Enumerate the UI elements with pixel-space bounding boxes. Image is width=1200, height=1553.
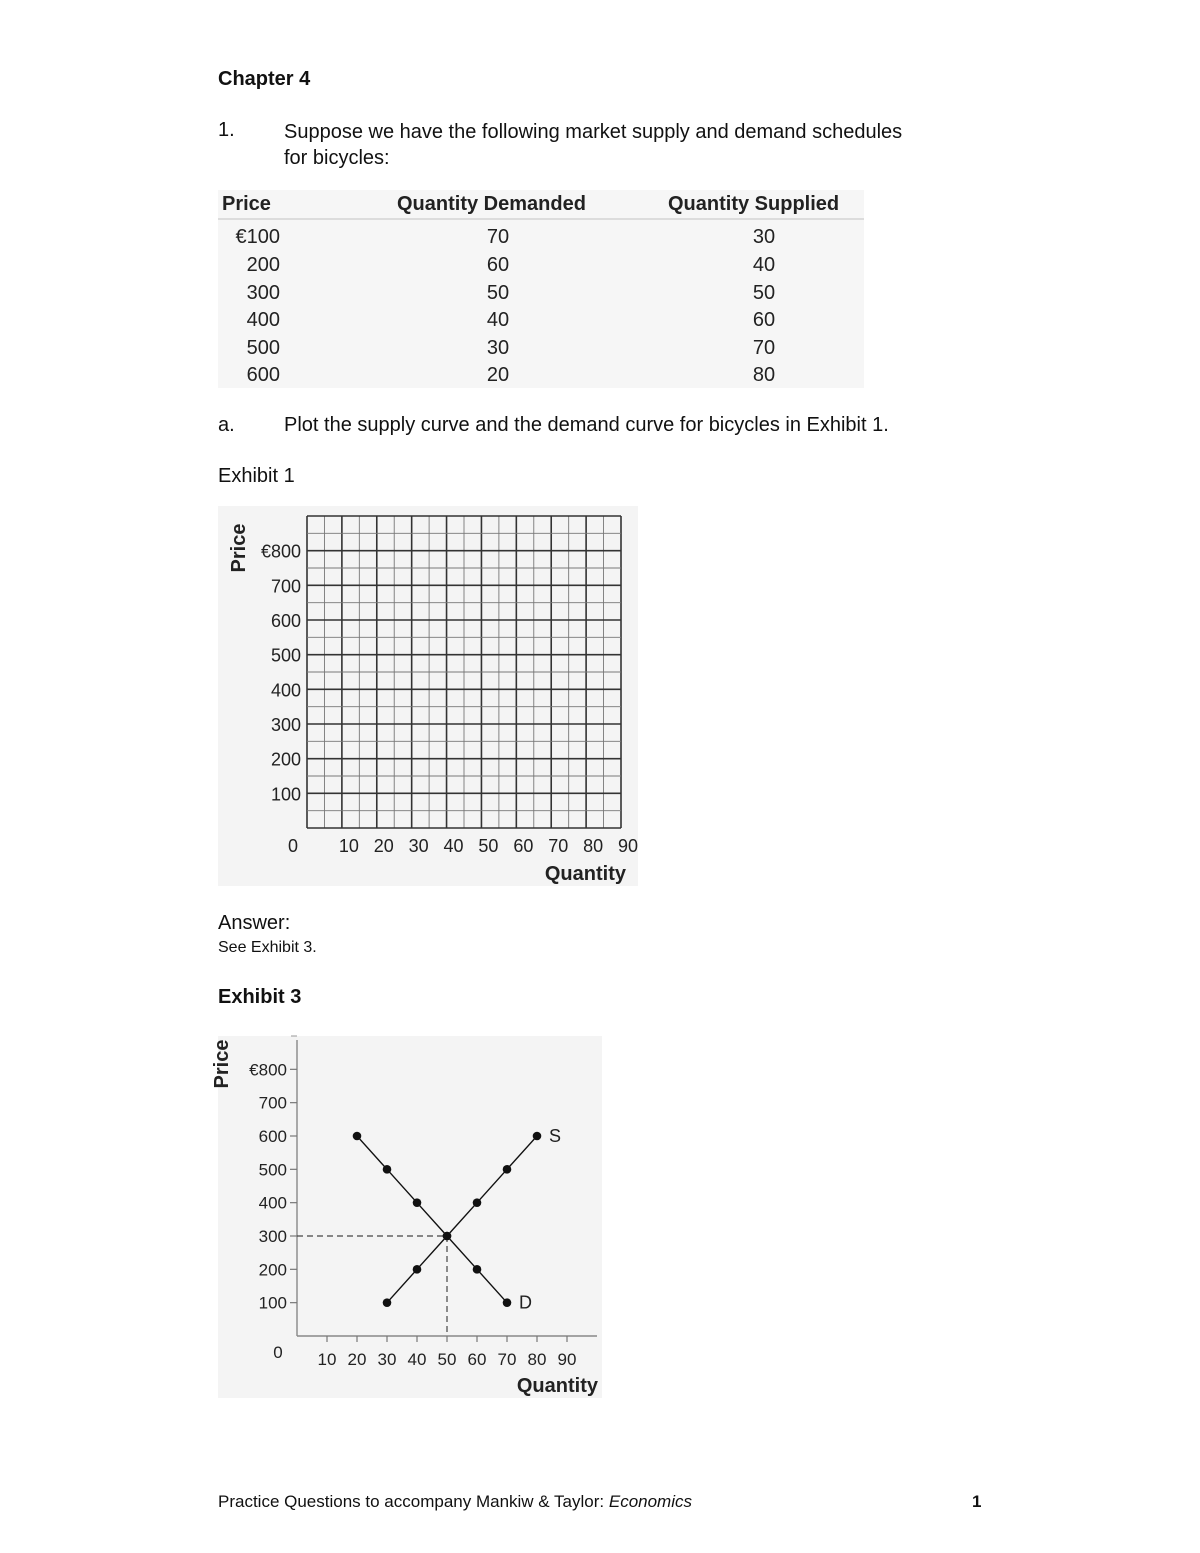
table-cell-qd: 50 [486, 282, 510, 304]
y-tick-label: 600 [270, 611, 301, 631]
demand-point [503, 1298, 512, 1307]
table-header-qs: Quantity Supplied [668, 193, 840, 215]
supply-point [413, 1265, 422, 1274]
y-tick-label: 400 [258, 1193, 287, 1213]
answer-text: See Exhibit 3. [218, 939, 317, 956]
supply-point [503, 1165, 512, 1174]
y-tick-label: 200 [258, 1260, 287, 1280]
exhibit3-ylabel: Price [211, 1039, 233, 1089]
part-a-text: Plot the supply curve and the demand curve for bicycles in Exhibit 1. [284, 414, 889, 436]
supply-point [473, 1198, 482, 1207]
table-cell-price: €100 [235, 226, 280, 248]
supply-point [383, 1298, 392, 1307]
table-cell-qd: 70 [486, 226, 510, 248]
table-cell-qd: 20 [486, 364, 510, 386]
x-tick-label: 30 [377, 1350, 397, 1369]
demand-point [383, 1165, 392, 1174]
footer-text-italic: Economics [608, 1492, 692, 1511]
y-tick-label: €800 [260, 541, 301, 562]
table-cell-price: 400 [246, 309, 280, 331]
footer-text-prefix: Practice Questions to accompany Mankiw & Taylor: [218, 1492, 609, 1511]
schedule-table [218, 190, 864, 388]
chapter-title: Chapter 4 [218, 68, 311, 90]
x-tick-label: 20 [373, 836, 394, 856]
y-tick-label: 300 [258, 1227, 287, 1246]
demand-point [353, 1132, 362, 1141]
x-tick-label: 10 [317, 1350, 337, 1369]
y-tick-label: 600 [258, 1127, 287, 1146]
page-number: 1 [972, 1492, 982, 1511]
exhibit3-xlabel: Quantity [516, 1375, 598, 1397]
y-tick-label: 700 [258, 1093, 287, 1113]
supply-point [533, 1132, 542, 1141]
exhibit3-title: Exhibit 3 [218, 986, 302, 1008]
y-tick-label: 700 [270, 576, 301, 597]
x-tick-label: 30 [408, 836, 429, 856]
x-tick-label: 50 [437, 1350, 457, 1369]
table-cell-qd: 30 [486, 337, 510, 359]
y-tick-label: 200 [270, 749, 301, 770]
exhibit1-xlabel: Quantity [544, 863, 626, 885]
demand-point [473, 1265, 482, 1274]
exhibit3-chart [211, 1036, 602, 1398]
y-tick-label: 300 [270, 715, 301, 735]
x-tick-label: 20 [347, 1350, 367, 1369]
x-tick-label: 60 [513, 836, 534, 856]
table-header-rule [218, 218, 864, 220]
answer-label: Answer: [218, 912, 291, 934]
x-tick-label: 10 [338, 836, 359, 856]
x-tick-label: 80 [583, 836, 604, 856]
table-cell-qd: 60 [486, 254, 510, 276]
footer-text [218, 1492, 692, 1512]
y-tick-label: €800 [249, 1060, 287, 1080]
table-cell-qs: 30 [752, 226, 776, 248]
x-tick-label: 40 [407, 1350, 427, 1369]
supply-label: S [549, 1126, 562, 1146]
y-tick-label: 500 [258, 1160, 287, 1180]
exhibit3-origin-label: 0 [273, 1343, 283, 1362]
table-cell-price: 200 [246, 254, 280, 276]
question-text [284, 119, 902, 171]
table-cell-qs: 70 [752, 337, 776, 359]
x-tick-label: 40 [443, 836, 464, 856]
table-cell-qd: 40 [486, 309, 510, 331]
x-tick-label: 90 [617, 836, 639, 856]
table-cell-qs: 40 [752, 254, 776, 276]
exhibit1-title: Exhibit 1 [218, 465, 295, 487]
table-cell-price: 300 [246, 282, 280, 304]
table-cell-price: 500 [246, 337, 280, 359]
table-cell-price: 600 [246, 364, 280, 386]
part-a-label: a. [218, 414, 235, 436]
table-cell-qs: 80 [752, 364, 776, 386]
x-tick-label: 80 [527, 1350, 547, 1369]
x-tick-label: 60 [467, 1350, 487, 1369]
x-tick-label: 0 [287, 836, 299, 856]
y-tick-label: 500 [270, 645, 301, 666]
x-tick-label: 90 [557, 1350, 577, 1369]
table-header-price: Price [222, 193, 271, 215]
x-tick-label: 50 [478, 836, 499, 856]
table-cell-qs: 60 [752, 309, 776, 331]
y-tick-label: 400 [270, 680, 301, 701]
question-number: 1. [218, 119, 235, 141]
demand-point [413, 1198, 422, 1207]
exhibit1-chart [218, 506, 638, 886]
demand-point [443, 1232, 452, 1241]
y-tick-label: 100 [258, 1293, 287, 1313]
table-header-qd: Quantity Demanded [397, 193, 586, 215]
question-text-line2: for bicycles: [284, 147, 390, 169]
table-cell-qs: 50 [752, 282, 776, 304]
y-tick-label: 100 [270, 784, 301, 805]
x-tick-label: 70 [497, 1350, 517, 1369]
demand-label: D [519, 1292, 532, 1313]
question-text-line1: Suppose we have the following market supply and demand schedules [284, 121, 903, 143]
exhibit1-ylabel: Price [228, 523, 250, 573]
x-tick-label: 70 [548, 836, 569, 856]
